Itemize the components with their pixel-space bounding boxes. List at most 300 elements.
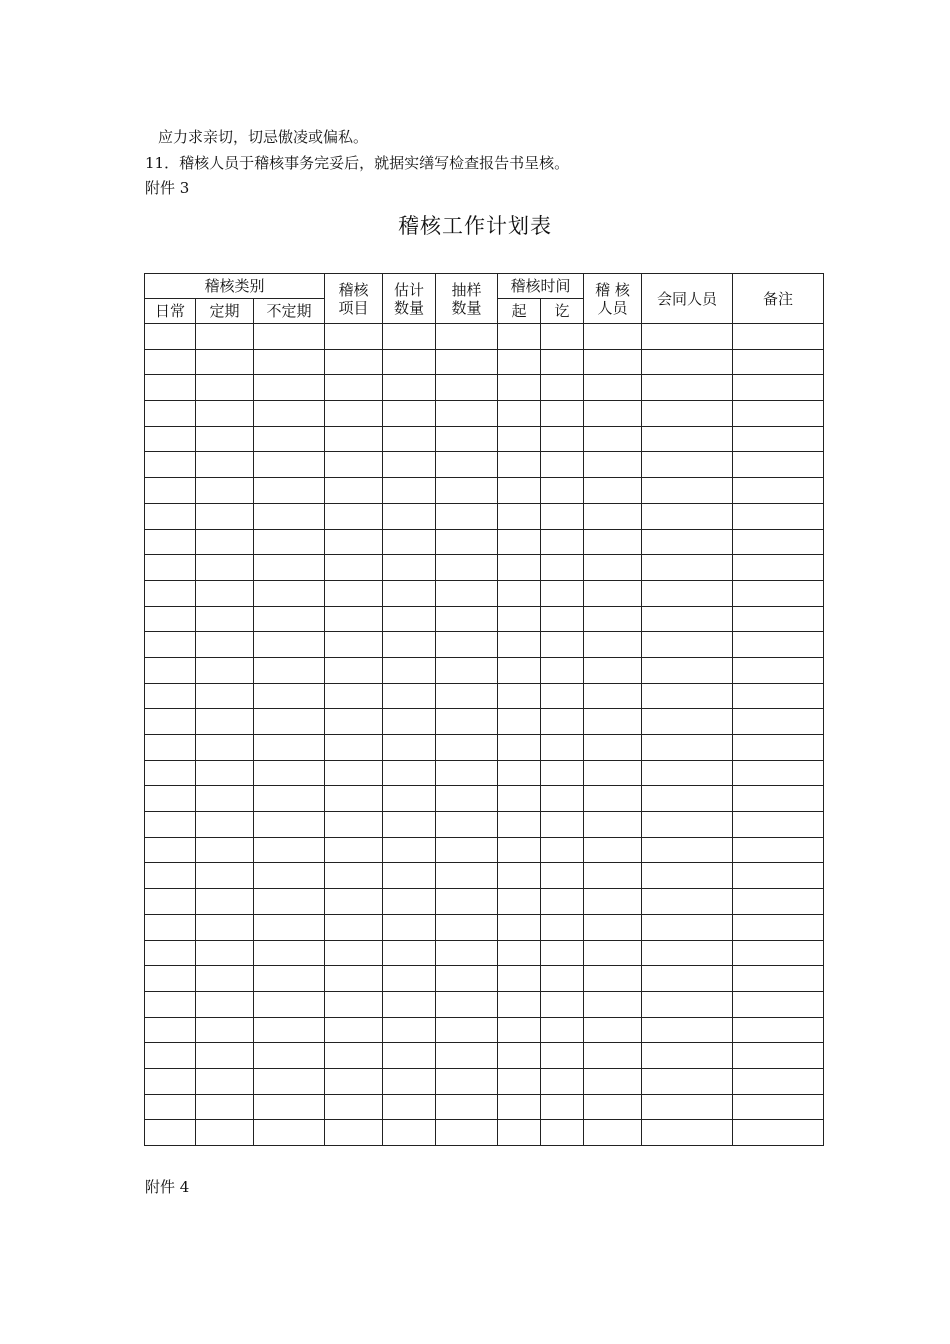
table-cell[interactable] <box>584 580 642 606</box>
table-cell[interactable] <box>642 375 733 401</box>
table-cell[interactable] <box>436 657 498 683</box>
table-cell[interactable] <box>436 349 498 375</box>
table-cell[interactable] <box>498 401 541 427</box>
table-cell[interactable] <box>436 709 498 735</box>
table-cell[interactable] <box>436 760 498 786</box>
table-cell[interactable] <box>498 709 541 735</box>
table-cell[interactable] <box>383 786 436 812</box>
table-cell[interactable] <box>436 863 498 889</box>
table-cell[interactable] <box>642 478 733 504</box>
table-cell[interactable] <box>325 529 383 555</box>
table-cell[interactable] <box>541 426 584 452</box>
table-cell[interactable] <box>498 940 541 966</box>
table-cell[interactable] <box>325 760 383 786</box>
table-cell[interactable] <box>498 580 541 606</box>
table-cell[interactable] <box>498 1068 541 1094</box>
table-cell[interactable] <box>196 889 254 915</box>
table-cell[interactable] <box>733 1043 824 1069</box>
table-cell[interactable] <box>436 966 498 992</box>
table-cell[interactable] <box>196 1120 254 1146</box>
table-cell[interactable] <box>642 503 733 529</box>
table-cell[interactable] <box>383 837 436 863</box>
table-cell[interactable] <box>145 889 196 915</box>
table-cell[interactable] <box>436 580 498 606</box>
table-cell[interactable] <box>383 324 436 350</box>
table-cell[interactable] <box>584 786 642 812</box>
table-cell[interactable] <box>436 914 498 940</box>
table-cell[interactable] <box>642 760 733 786</box>
table-cell[interactable] <box>584 426 642 452</box>
table-cell[interactable] <box>436 837 498 863</box>
table-cell[interactable] <box>584 683 642 709</box>
table-cell[interactable] <box>145 837 196 863</box>
table-cell[interactable] <box>642 349 733 375</box>
table-cell[interactable] <box>733 529 824 555</box>
table-cell[interactable] <box>145 606 196 632</box>
table-cell[interactable] <box>196 349 254 375</box>
table-cell[interactable] <box>584 760 642 786</box>
table-cell[interactable] <box>196 555 254 581</box>
table-cell[interactable] <box>196 426 254 452</box>
table-cell[interactable] <box>498 863 541 889</box>
table-cell[interactable] <box>733 580 824 606</box>
table-cell[interactable] <box>642 529 733 555</box>
table-cell[interactable] <box>383 503 436 529</box>
table-cell[interactable] <box>498 735 541 761</box>
table-cell[interactable] <box>541 1043 584 1069</box>
table-cell[interactable] <box>383 657 436 683</box>
table-cell[interactable] <box>145 452 196 478</box>
table-cell[interactable] <box>584 837 642 863</box>
table-cell[interactable] <box>498 503 541 529</box>
table-cell[interactable] <box>541 760 584 786</box>
table-cell[interactable] <box>642 786 733 812</box>
table-cell[interactable] <box>584 1094 642 1120</box>
table-cell[interactable] <box>541 812 584 838</box>
table-cell[interactable] <box>584 452 642 478</box>
table-cell[interactable] <box>642 889 733 915</box>
table-cell[interactable] <box>733 966 824 992</box>
table-cell[interactable] <box>325 1094 383 1120</box>
table-cell[interactable] <box>541 375 584 401</box>
table-cell[interactable] <box>498 1120 541 1146</box>
table-cell[interactable] <box>642 709 733 735</box>
table-cell[interactable] <box>733 324 824 350</box>
table-cell[interactable] <box>498 966 541 992</box>
table-cell[interactable] <box>254 1120 325 1146</box>
table-cell[interactable] <box>498 606 541 632</box>
table-cell[interactable] <box>254 375 325 401</box>
table-cell[interactable] <box>498 478 541 504</box>
table-cell[interactable] <box>383 529 436 555</box>
table-cell[interactable] <box>498 452 541 478</box>
table-cell[interactable] <box>498 1094 541 1120</box>
table-cell[interactable] <box>436 606 498 632</box>
table-cell[interactable] <box>642 401 733 427</box>
table-cell[interactable] <box>325 889 383 915</box>
table-cell[interactable] <box>584 401 642 427</box>
table-cell[interactable] <box>196 606 254 632</box>
table-cell[interactable] <box>145 324 196 350</box>
table-cell[interactable] <box>733 889 824 915</box>
table-cell[interactable] <box>196 837 254 863</box>
table-cell[interactable] <box>642 683 733 709</box>
table-cell[interactable] <box>733 503 824 529</box>
table-cell[interactable] <box>196 1094 254 1120</box>
table-cell[interactable] <box>325 452 383 478</box>
table-cell[interactable] <box>196 503 254 529</box>
table-cell[interactable] <box>733 426 824 452</box>
table-cell[interactable] <box>541 503 584 529</box>
table-cell[interactable] <box>541 452 584 478</box>
table-cell[interactable] <box>584 863 642 889</box>
table-cell[interactable] <box>383 1068 436 1094</box>
table-cell[interactable] <box>325 735 383 761</box>
table-cell[interactable] <box>383 812 436 838</box>
table-cell[interactable] <box>145 529 196 555</box>
table-cell[interactable] <box>254 349 325 375</box>
table-cell[interactable] <box>196 914 254 940</box>
table-cell[interactable] <box>254 478 325 504</box>
table-cell[interactable] <box>145 1094 196 1120</box>
table-cell[interactable] <box>196 1043 254 1069</box>
table-cell[interactable] <box>254 1094 325 1120</box>
table-cell[interactable] <box>145 683 196 709</box>
table-cell[interactable] <box>383 452 436 478</box>
table-cell[interactable] <box>383 632 436 658</box>
table-cell[interactable] <box>733 837 824 863</box>
table-cell[interactable] <box>498 529 541 555</box>
table-cell[interactable] <box>383 760 436 786</box>
table-cell[interactable] <box>642 966 733 992</box>
table-cell[interactable] <box>325 940 383 966</box>
table-cell[interactable] <box>325 580 383 606</box>
table-cell[interactable] <box>498 555 541 581</box>
table-cell[interactable] <box>733 940 824 966</box>
table-cell[interactable] <box>145 709 196 735</box>
table-cell[interactable] <box>541 349 584 375</box>
table-cell[interactable] <box>145 401 196 427</box>
table-cell[interactable] <box>733 683 824 709</box>
table-cell[interactable] <box>383 735 436 761</box>
table-cell[interactable] <box>383 1043 436 1069</box>
table-cell[interactable] <box>254 1043 325 1069</box>
table-cell[interactable] <box>196 1068 254 1094</box>
table-cell[interactable] <box>254 837 325 863</box>
table-cell[interactable] <box>254 606 325 632</box>
table-cell[interactable] <box>436 940 498 966</box>
table-cell[interactable] <box>584 966 642 992</box>
table-cell[interactable] <box>383 1017 436 1043</box>
table-cell[interactable] <box>325 966 383 992</box>
table-cell[interactable] <box>325 657 383 683</box>
table-cell[interactable] <box>498 812 541 838</box>
table-cell[interactable] <box>325 503 383 529</box>
table-cell[interactable] <box>196 683 254 709</box>
table-cell[interactable] <box>498 324 541 350</box>
table-cell[interactable] <box>436 735 498 761</box>
table-cell[interactable] <box>145 812 196 838</box>
table-cell[interactable] <box>733 478 824 504</box>
table-cell[interactable] <box>642 426 733 452</box>
table-cell[interactable] <box>541 966 584 992</box>
table-cell[interactable] <box>498 760 541 786</box>
table-cell[interactable] <box>145 1017 196 1043</box>
table-cell[interactable] <box>642 632 733 658</box>
table-cell[interactable] <box>733 401 824 427</box>
table-cell[interactable] <box>383 683 436 709</box>
table-cell[interactable] <box>642 1094 733 1120</box>
table-cell[interactable] <box>325 812 383 838</box>
table-cell[interactable] <box>436 1043 498 1069</box>
table-cell[interactable] <box>254 991 325 1017</box>
table-cell[interactable] <box>541 889 584 915</box>
table-cell[interactable] <box>733 555 824 581</box>
table-cell[interactable] <box>325 1017 383 1043</box>
table-cell[interactable] <box>498 837 541 863</box>
table-cell[interactable] <box>254 863 325 889</box>
table-cell[interactable] <box>541 1068 584 1094</box>
table-cell[interactable] <box>196 863 254 889</box>
table-cell[interactable] <box>383 889 436 915</box>
table-cell[interactable] <box>196 812 254 838</box>
table-cell[interactable] <box>383 1094 436 1120</box>
table-cell[interactable] <box>383 426 436 452</box>
table-cell[interactable] <box>584 991 642 1017</box>
table-cell[interactable] <box>498 1043 541 1069</box>
table-cell[interactable] <box>325 683 383 709</box>
table-cell[interactable] <box>642 324 733 350</box>
table-cell[interactable] <box>325 1068 383 1094</box>
table-cell[interactable] <box>325 426 383 452</box>
table-cell[interactable] <box>383 1120 436 1146</box>
table-cell[interactable] <box>196 452 254 478</box>
table-cell[interactable] <box>584 606 642 632</box>
table-cell[interactable] <box>541 940 584 966</box>
table-cell[interactable] <box>325 375 383 401</box>
table-cell[interactable] <box>436 401 498 427</box>
table-cell[interactable] <box>383 914 436 940</box>
table-cell[interactable] <box>541 1094 584 1120</box>
table-cell[interactable] <box>145 966 196 992</box>
table-cell[interactable] <box>541 580 584 606</box>
table-cell[interactable] <box>196 580 254 606</box>
table-cell[interactable] <box>584 555 642 581</box>
table-cell[interactable] <box>584 1068 642 1094</box>
table-cell[interactable] <box>254 401 325 427</box>
table-cell[interactable] <box>325 632 383 658</box>
table-cell[interactable] <box>541 529 584 555</box>
table-cell[interactable] <box>196 966 254 992</box>
table-cell[interactable] <box>196 991 254 1017</box>
table-cell[interactable] <box>325 863 383 889</box>
table-cell[interactable] <box>383 991 436 1017</box>
table-cell[interactable] <box>325 349 383 375</box>
table-cell[interactable] <box>325 991 383 1017</box>
table-cell[interactable] <box>642 1017 733 1043</box>
table-cell[interactable] <box>145 786 196 812</box>
table-cell[interactable] <box>254 735 325 761</box>
table-cell[interactable] <box>436 683 498 709</box>
table-cell[interactable] <box>541 478 584 504</box>
table-cell[interactable] <box>254 503 325 529</box>
table-cell[interactable] <box>254 426 325 452</box>
table-cell[interactable] <box>733 1094 824 1120</box>
table-cell[interactable] <box>254 889 325 915</box>
table-cell[interactable] <box>325 478 383 504</box>
table-cell[interactable] <box>145 478 196 504</box>
table-cell[interactable] <box>584 1120 642 1146</box>
table-cell[interactable] <box>145 349 196 375</box>
table-cell[interactable] <box>436 786 498 812</box>
table-cell[interactable] <box>498 349 541 375</box>
table-cell[interactable] <box>498 657 541 683</box>
table-cell[interactable] <box>325 401 383 427</box>
table-cell[interactable] <box>642 452 733 478</box>
table-cell[interactable] <box>436 452 498 478</box>
table-cell[interactable] <box>733 786 824 812</box>
table-cell[interactable] <box>436 426 498 452</box>
table-cell[interactable] <box>733 709 824 735</box>
table-cell[interactable] <box>584 529 642 555</box>
table-cell[interactable] <box>642 580 733 606</box>
table-cell[interactable] <box>733 735 824 761</box>
table-cell[interactable] <box>584 709 642 735</box>
table-cell[interactable] <box>383 401 436 427</box>
table-cell[interactable] <box>145 1043 196 1069</box>
table-cell[interactable] <box>383 709 436 735</box>
table-cell[interactable] <box>584 349 642 375</box>
table-cell[interactable] <box>196 324 254 350</box>
table-cell[interactable] <box>196 1017 254 1043</box>
table-cell[interactable] <box>325 1120 383 1146</box>
table-cell[interactable] <box>254 1017 325 1043</box>
table-cell[interactable] <box>498 991 541 1017</box>
table-cell[interactable] <box>733 375 824 401</box>
table-cell[interactable] <box>145 760 196 786</box>
table-cell[interactable] <box>436 324 498 350</box>
table-cell[interactable] <box>541 863 584 889</box>
table-cell[interactable] <box>196 375 254 401</box>
table-cell[interactable] <box>196 529 254 555</box>
table-cell[interactable] <box>325 914 383 940</box>
table-cell[interactable] <box>541 1120 584 1146</box>
table-cell[interactable] <box>436 1017 498 1043</box>
table-cell[interactable] <box>254 324 325 350</box>
table-cell[interactable] <box>254 632 325 658</box>
table-cell[interactable] <box>196 760 254 786</box>
table-cell[interactable] <box>145 863 196 889</box>
table-cell[interactable] <box>541 657 584 683</box>
table-cell[interactable] <box>145 555 196 581</box>
table-cell[interactable] <box>254 914 325 940</box>
table-cell[interactable] <box>733 991 824 1017</box>
table-cell[interactable] <box>383 478 436 504</box>
table-cell[interactable] <box>436 632 498 658</box>
table-cell[interactable] <box>436 889 498 915</box>
table-cell[interactable] <box>254 1068 325 1094</box>
table-cell[interactable] <box>733 1068 824 1094</box>
table-cell[interactable] <box>498 889 541 915</box>
table-cell[interactable] <box>584 657 642 683</box>
table-cell[interactable] <box>733 452 824 478</box>
table-cell[interactable] <box>584 889 642 915</box>
table-cell[interactable] <box>541 709 584 735</box>
table-cell[interactable] <box>642 1043 733 1069</box>
table-cell[interactable] <box>196 657 254 683</box>
table-cell[interactable] <box>642 606 733 632</box>
table-cell[interactable] <box>254 683 325 709</box>
table-cell[interactable] <box>584 632 642 658</box>
table-cell[interactable] <box>733 760 824 786</box>
table-cell[interactable] <box>436 503 498 529</box>
table-cell[interactable] <box>498 1017 541 1043</box>
table-cell[interactable] <box>584 375 642 401</box>
table-cell[interactable] <box>145 580 196 606</box>
table-cell[interactable] <box>254 966 325 992</box>
table-cell[interactable] <box>541 1017 584 1043</box>
table-cell[interactable] <box>145 1120 196 1146</box>
table-cell[interactable] <box>383 580 436 606</box>
table-cell[interactable] <box>145 375 196 401</box>
table-cell[interactable] <box>642 555 733 581</box>
table-cell[interactable] <box>541 991 584 1017</box>
table-cell[interactable] <box>145 940 196 966</box>
table-cell[interactable] <box>642 812 733 838</box>
table-cell[interactable] <box>642 940 733 966</box>
table-cell[interactable] <box>145 991 196 1017</box>
table-cell[interactable] <box>584 812 642 838</box>
table-cell[interactable] <box>145 657 196 683</box>
table-cell[interactable] <box>325 1043 383 1069</box>
table-cell[interactable] <box>254 529 325 555</box>
table-cell[interactable] <box>584 478 642 504</box>
table-cell[interactable] <box>436 1068 498 1094</box>
table-cell[interactable] <box>436 1094 498 1120</box>
table-cell[interactable] <box>642 991 733 1017</box>
table-cell[interactable] <box>584 940 642 966</box>
table-cell[interactable] <box>383 555 436 581</box>
table-cell[interactable] <box>254 940 325 966</box>
table-cell[interactable] <box>383 375 436 401</box>
table-cell[interactable] <box>541 555 584 581</box>
table-cell[interactable] <box>498 914 541 940</box>
table-cell[interactable] <box>145 632 196 658</box>
table-cell[interactable] <box>196 709 254 735</box>
table-cell[interactable] <box>584 503 642 529</box>
table-cell[interactable] <box>436 812 498 838</box>
table-cell[interactable] <box>145 503 196 529</box>
table-cell[interactable] <box>733 606 824 632</box>
table-cell[interactable] <box>383 349 436 375</box>
table-cell[interactable] <box>383 966 436 992</box>
table-cell[interactable] <box>584 914 642 940</box>
table-cell[interactable] <box>383 606 436 632</box>
table-cell[interactable] <box>642 1120 733 1146</box>
table-cell[interactable] <box>541 914 584 940</box>
table-cell[interactable] <box>498 786 541 812</box>
table-cell[interactable] <box>642 837 733 863</box>
table-cell[interactable] <box>733 1120 824 1146</box>
table-cell[interactable] <box>642 863 733 889</box>
table-cell[interactable] <box>733 914 824 940</box>
table-cell[interactable] <box>383 940 436 966</box>
table-cell[interactable] <box>498 683 541 709</box>
table-cell[interactable] <box>436 375 498 401</box>
table-cell[interactable] <box>383 863 436 889</box>
table-cell[interactable] <box>254 657 325 683</box>
table-cell[interactable] <box>325 555 383 581</box>
